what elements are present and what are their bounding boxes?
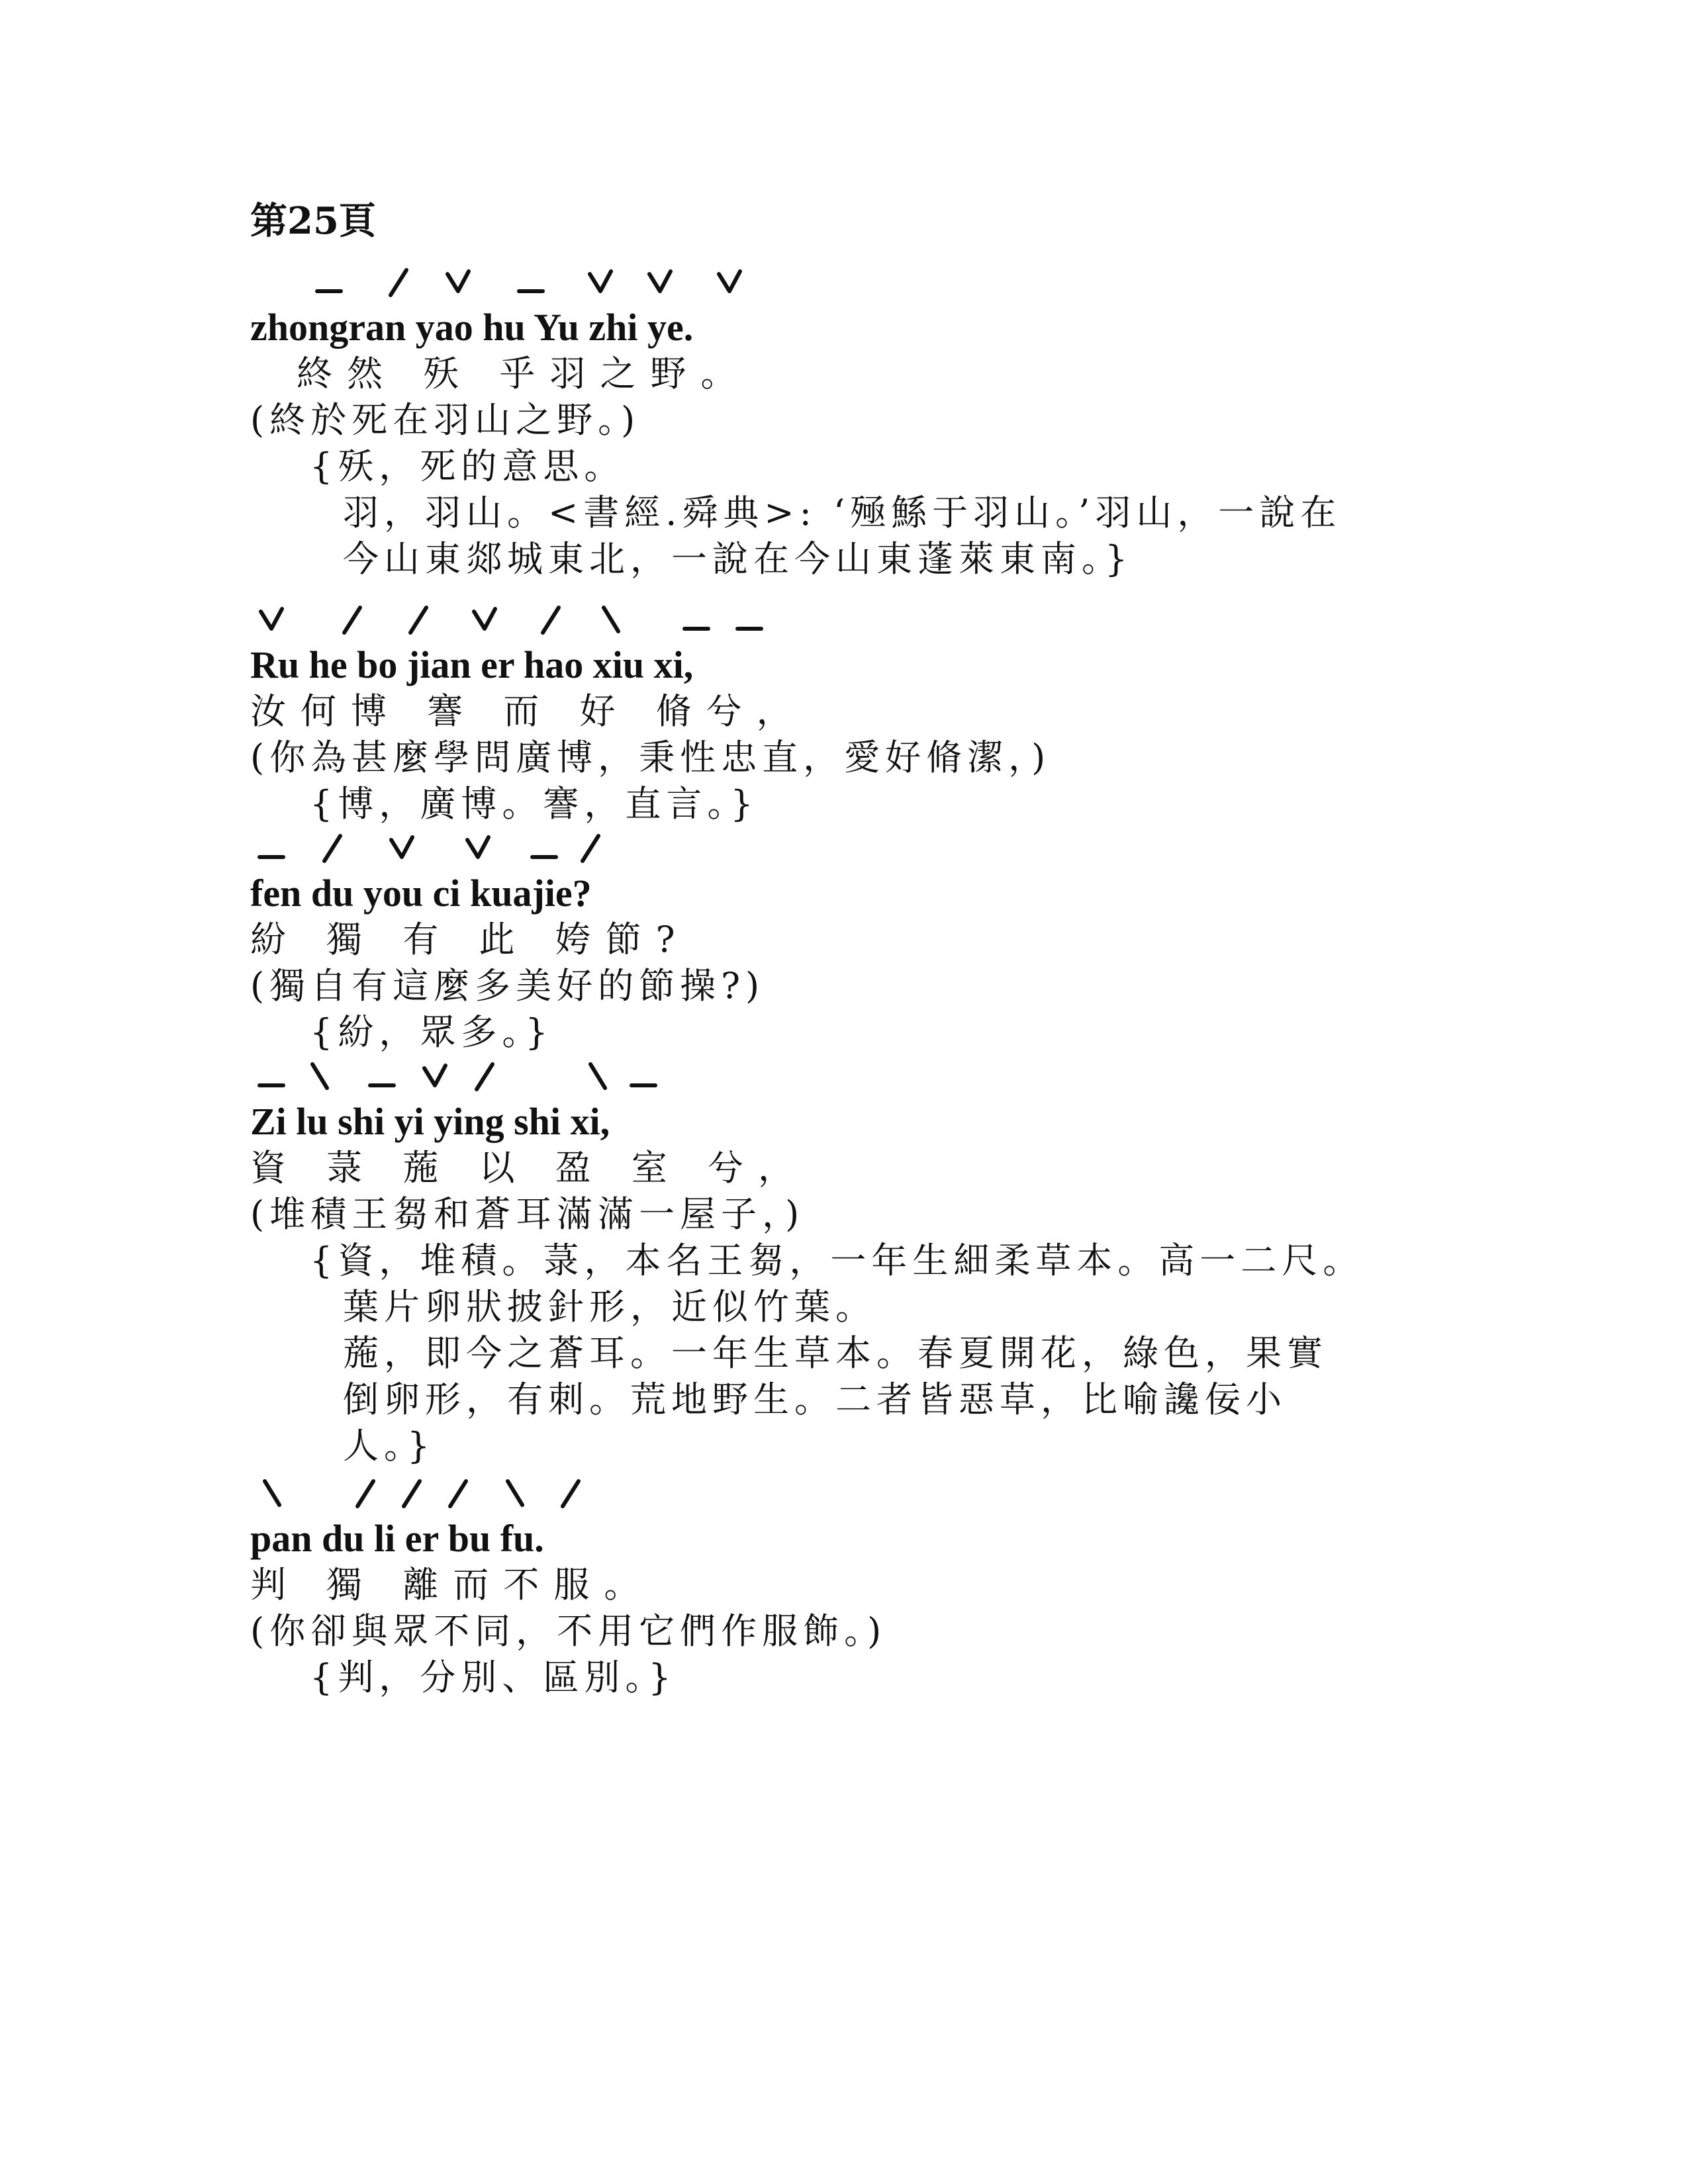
hanzi-line: 資 菉 葹 以 盈 室 兮，: [250, 1147, 808, 1189]
rising-tone-mark: [383, 265, 414, 299]
note-line: 今山東郯城東北，一說在今山東蓬萊東南。}: [343, 538, 1133, 580]
stanza: [250, 831, 1508, 1056]
tone-mark-row: [250, 602, 1508, 642]
note-line: 葹，即今之蒼耳。一年生草本。春夏開花，綠色，果實: [343, 1332, 1328, 1374]
hanzi-line: 紛 獨 有 此 姱節?: [250, 919, 690, 960]
hanzi-line: 終然 殀 乎羽之野。: [297, 353, 751, 394]
gloss-line: (終於死在羽山之野。): [250, 399, 641, 441]
rising-tone-mark: [402, 602, 434, 637]
note-line: 倒卵形，有刺。荒地野生。二者皆惡草，比喻讒佞小: [343, 1379, 1287, 1420]
stanza: [250, 1059, 1508, 1469]
hanzi-line: 汝何博 謇 而 好 脩兮，: [250, 690, 807, 732]
note-line: {博，廣博。謇，直言。}: [310, 783, 759, 825]
pinyin-line: fen du you ci kuajie?: [250, 872, 592, 915]
pinyin-line: Zi lu shi yi ying shi xi,: [250, 1100, 610, 1143]
stanza: [250, 1476, 1508, 1701]
flat-tone-mark: [366, 1059, 398, 1093]
falling-tone-mark: [442, 265, 474, 299]
note-line: 葉片卵狀披針形，近似竹葉。: [343, 1286, 876, 1328]
falling-tone-mark: [256, 602, 287, 637]
rising-tone-mark: [535, 602, 567, 637]
falling-tone-mark: [498, 1476, 530, 1510]
note-line: {資，堆積。菉，本名王芻，一年生細柔草本。高一二尺。: [310, 1240, 1364, 1281]
rising-tone-mark: [350, 1476, 381, 1510]
tone-mark-row: [250, 1476, 1508, 1516]
pinyin-line: pan du li er bu fu.: [250, 1517, 544, 1560]
falling-tone-mark: [462, 831, 494, 865]
gloss-line: (你卻與眾不同，不用它們作服飾。): [250, 1610, 887, 1652]
falling-tone-mark: [386, 831, 418, 865]
pinyin-line: zhongran yao hu Yu zhi ye.: [250, 306, 694, 349]
gloss-line: (你為甚麼學問廣博，秉性忠直，愛好脩潔，): [250, 737, 1051, 778]
note-line: {殀，死的意思。: [310, 445, 626, 487]
rising-tone-mark: [575, 831, 606, 865]
falling-tone-mark: [581, 1059, 613, 1093]
flat-tone-mark: [256, 831, 287, 865]
flat-tone-mark: [515, 265, 547, 299]
tone-mark-row: [250, 831, 1508, 870]
falling-tone-mark: [594, 602, 626, 637]
tone-mark-row: [250, 265, 1508, 304]
flat-tone-mark: [733, 602, 765, 637]
flat-tone-mark: [256, 1059, 287, 1093]
rising-tone-mark: [555, 1476, 586, 1510]
note-line: 羽，羽山。<書經.舜典>: ‘殛鯀于羽山。’羽山，一說在: [343, 492, 1342, 533]
flat-tone-mark: [628, 1059, 659, 1093]
falling-tone-mark: [714, 265, 745, 299]
gloss-line: (獨自有這麼多美好的節操?): [250, 965, 765, 1007]
falling-tone-mark: [419, 1059, 451, 1093]
flat-tone-mark: [680, 602, 712, 637]
rising-tone-mark: [336, 602, 368, 637]
stanza: [250, 265, 1508, 582]
tone-mark-row: [250, 1059, 1508, 1099]
falling-tone-mark: [644, 265, 676, 299]
note-line: {判，分別、區別。}: [310, 1657, 677, 1698]
falling-tone-mark: [303, 1059, 335, 1093]
flat-tone-mark: [528, 831, 560, 865]
rising-tone-mark: [442, 1476, 474, 1510]
pinyin-line: Ru he bo jian er hao xiu xi,: [250, 643, 694, 686]
gloss-line: (堆積王芻和蒼耳滿滿一屋子，): [250, 1193, 805, 1235]
falling-tone-mark: [585, 265, 616, 299]
page-heading: 第25頁: [250, 199, 376, 243]
falling-tone-mark: [469, 602, 500, 637]
flat-tone-mark: [313, 265, 345, 299]
note-line: {紛，眾多。}: [310, 1011, 553, 1053]
note-line: 人。}: [343, 1425, 436, 1467]
stanza: [250, 602, 1508, 827]
rising-tone-mark: [396, 1476, 428, 1510]
rising-tone-mark: [469, 1059, 500, 1093]
hanzi-line: 判 獨 離而不服。: [250, 1564, 655, 1606]
rising-tone-mark: [316, 831, 348, 865]
falling-tone-mark: [256, 1476, 287, 1510]
